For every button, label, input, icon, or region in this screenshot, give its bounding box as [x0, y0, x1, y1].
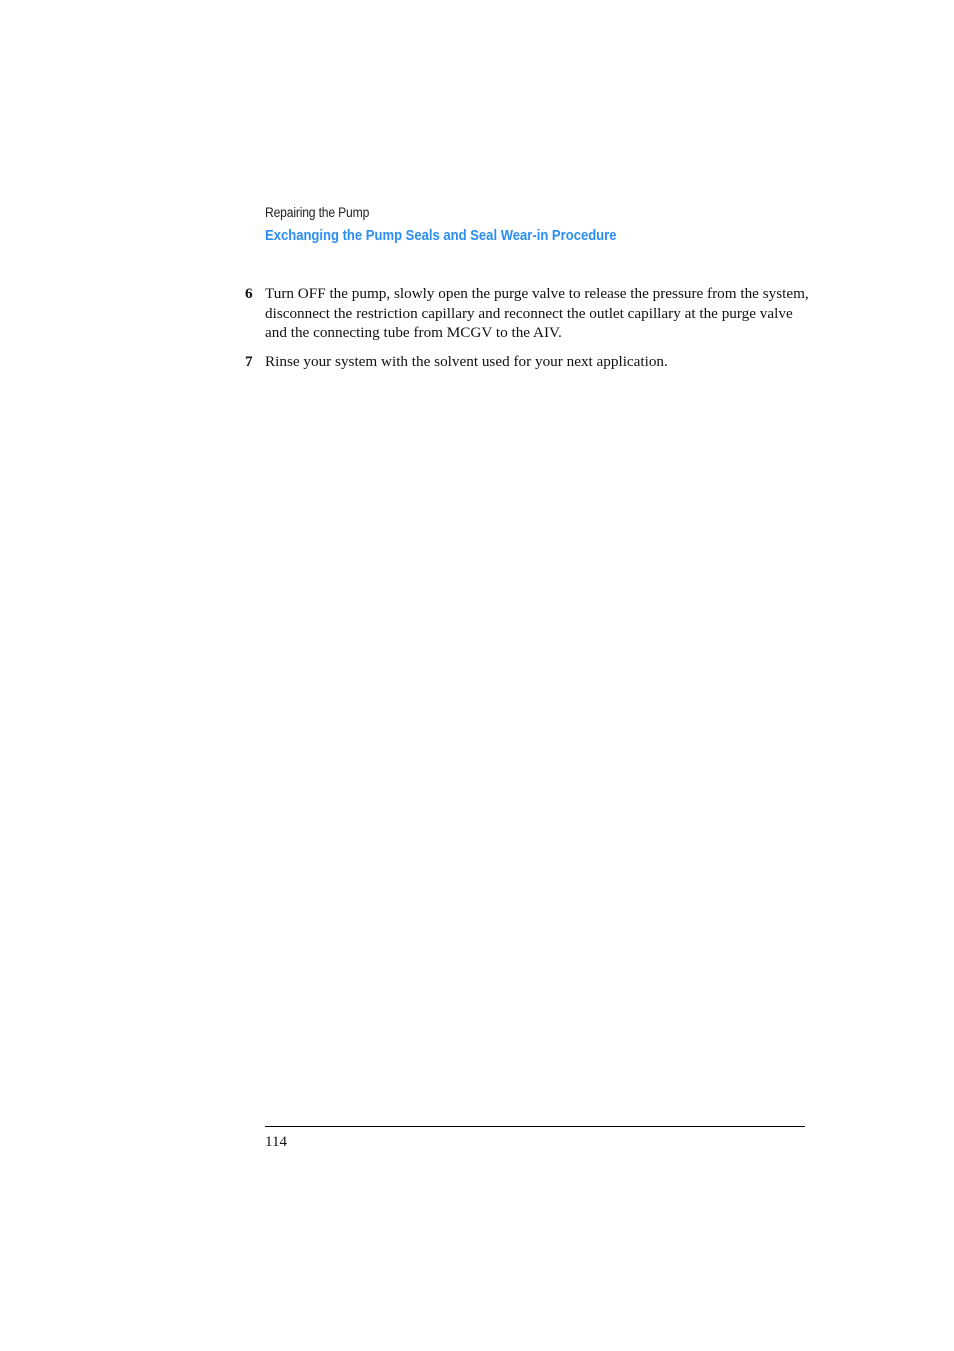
step-number: 6	[245, 285, 253, 302]
step-text: Rinse your system with the solvent used for your next application.	[265, 352, 668, 370]
procedure-step	[244, 352, 814, 372]
page-number: 114	[265, 1134, 287, 1150]
running-header-section: Exchanging the Pump Seals and Seal Wear-in Procedure	[265, 228, 617, 244]
running-header-chapter: Repairing the Pump	[265, 205, 370, 220]
procedure-steps	[244, 284, 814, 380]
step-text: Turn OFF the pump, slowly open the purge valve to release the pressure from the system, disconnect the restriction capillary and reconnect the outlet capillary at the purge valve and the connecting tube from MCGV to the AIV.	[265, 285, 809, 341]
step-number: 7	[245, 352, 253, 370]
footer-divider	[265, 1126, 805, 1127]
procedure-step	[244, 284, 814, 343]
